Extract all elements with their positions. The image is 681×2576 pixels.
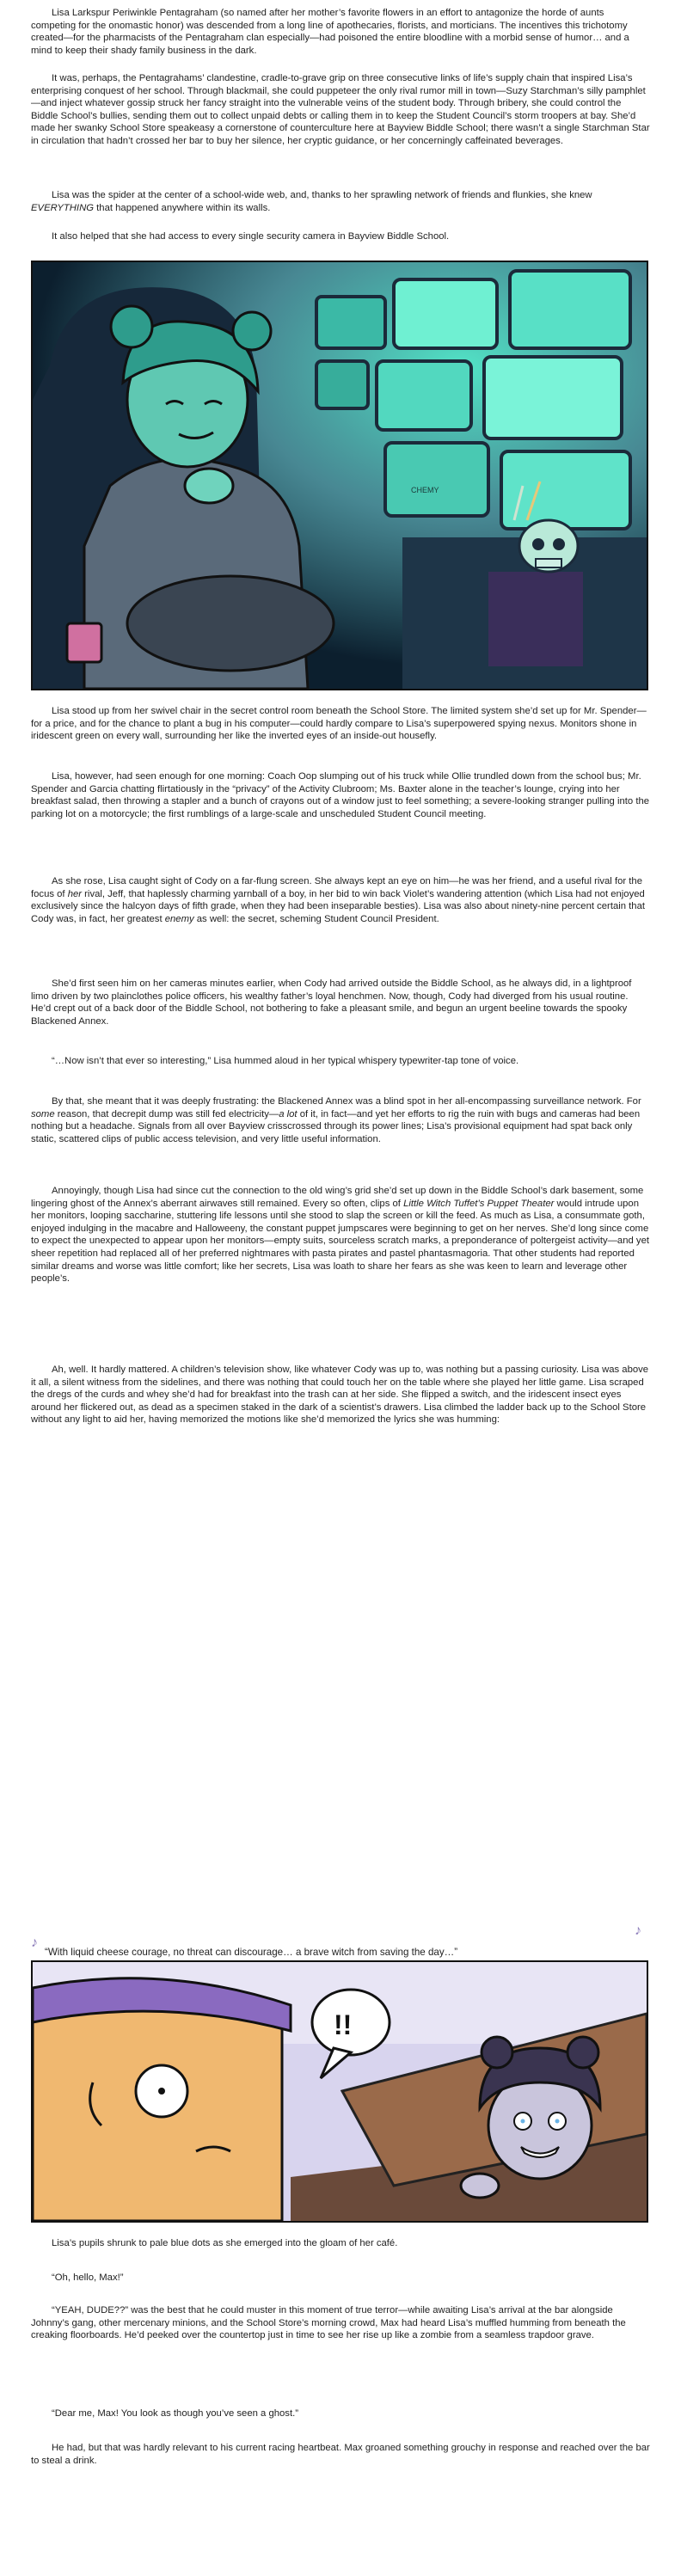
paragraph-15: “YEAH, DUDE??” was the best that he could muster in this moment of true terror—while awaiting Lisa’s arrival at the bar alongside Johnny’s gang, other mercenary minions, and the School Store’s morning crowd, Max had heard Lisa’s muffled humming from beneath the creaking floorboards. He’d peeked over the countertop just in time to see her rise up like a zombie from a seamless trapdoor grave. (31, 2305, 626, 2341)
paragraph-4: It also helped that she had access to every single security camera in Bayview Biddle School. (52, 231, 450, 242)
paragraph-10 (31, 1095, 650, 1145)
paragraph-16: “Dear me, Max! You look as though you’ve seen a ghost.” (52, 2408, 298, 2419)
paragraph-6: Lisa, however, had seen enough for one morning: Coach Oop slumping out of his truck while Ollie trundled down from the school bus; Mr. Spender and Garcia chatting flirtatiously in the “privacy” of the Activity Clubroom; Ms. Baxter alone in the teacher’s lounge, crying into her breakfast salad, then throwing a stapler and a bunch of crayons out of a window just to feel something; a severe-looking stranger pulling into the parking lot on a motorcycle; the first rumblings of a large-scale and unscheduled Student Council meeting. (31, 771, 650, 819)
paragraph-13: Lisa’s pupils shrunk to pale blue dots as she emerged into the gloam of her café. (52, 2238, 398, 2248)
music-note-icon-left: ♪ (31, 1935, 38, 1950)
illustration-max-startled (31, 1960, 648, 2223)
paragraph-11 (31, 1185, 650, 1285)
paragraph-7-text-a: As she rose, Lisa caught sight of Cody on a far-flung screen. She always kept an eye on him—he was her friend, and a useful rival for the focus of (31, 876, 642, 899)
paragraph-7-text-c: as well: the secret, scheming Student Council President. (193, 913, 439, 924)
paragraph-11-emphasis: Little Witch Tuffet’s Puppet Theater (403, 1198, 555, 1209)
song-lyric: “With liquid cheese courage, no threat can discourage… a brave witch from saving the day…” (45, 1946, 458, 1958)
paragraph-7-emphasis-1: her (67, 888, 83, 899)
paragraph-5: Lisa stood up from her swivel chair in the secret control room beneath the School Store. The limited system she’d set up for Mr. Spender—for a price, and for the chance to plant a bug in his computer—could hardly compare to Lisa’s superpowered spying nexus. Monitors shone in iridescent green on every wall, surrounding her like the inverted eyes of an inside-out housefly. (31, 706, 647, 742)
paragraph-3-emphasis: EVERYTHING (31, 202, 95, 213)
paragraph-2: It was, perhaps, the Pentagrahams’ clandestine, cradle-to-grave grip on three consecutive links of life’s supply chain that inspired Lisa’s enterprising conquest of her school. Through blackmail, she could puppeteer the only rival rumor mill in town—Suzy Starchman’s silly pamphlet—and inject whatever gossip struck her fancy straight into the vulnerable veins of the student body. Through bribery, she could control the Biddle School’s bullies, sending them out to collect unpaid debts or calling them in to keep the Student Council’s storm troopers at bay. She’d made her swanky School Store speakeasy a cornerstone of counterculture here at Bayview Biddle School; there wasn’t a single Starchman Star in circulation that hadn’t crossed her bar to buy her silence, her cryptic guidance, or her concerningly caffeinated beverages. (31, 73, 650, 146)
illustration-lisa-control-room (31, 261, 648, 690)
speech-bubble-text: !! (334, 2009, 353, 2040)
paragraph-12: Ah, well. It hardly mattered. A children’s television show, like whatever Cody was up to, was nothing but a passing curiosity. Lisa was above it all, a silent witness from the sidelines, and there was nothing that could touch her on the table where she played her little game. Lisa scraped the dregs of the curds and whey she’d had for breakfast into the trash can at her side. She flipped a switch, and the iridescent insect eyes around her flickered out, as dead as a specimen staked in the dark of a scientist’s drawers. Lisa climbed the ladder back up to the School Store without any light to aid her, having memorized the motions like she’d memorized the lyrics she was humming: (31, 1365, 649, 1426)
paragraph-3-text-b: that happened anywhere within its walls. (94, 202, 271, 213)
paragraph-10-text-a: By that, she meant that it was deeply frustrating: the Blackened Annex was a blind spot in her all-encompassing surveillance network. For (52, 1096, 641, 1107)
paragraph-17: He had, but that was hardly relevant to his current racing heartbeat. Max groaned something grouchy in response and reached over the bar to steal a drink. (31, 2443, 650, 2466)
music-note-icon-right: ♪ (635, 1923, 641, 1938)
paragraph-10-emphasis-2: a lot (279, 1108, 298, 1119)
paragraph-11-text-a: Annoyingly, though Lisa had since cut the connection to the old wing’s grid she’d set up down in the Biddle School’s dark basement, some lingering ghost of the Annex’s aberrant airwaves still remained. Every so often, clips of (31, 1186, 644, 1209)
paragraph-7-text-b: rival, Jeff, that haplessly charming yarnball of a boy, in her bid to win back Violet’s wandering attention (which Lisa had not enjoyed exclusively since the halcyon days of fifth grade, when they had been inseparable besties). Lisa was also about ninety-nine percent certain that Cody was, in fact, her greatest (31, 888, 646, 924)
paragraph-10-text-c: of it, in fact—and yet her efforts to rig the ruin with bugs and cameras had been nothing but a headache. Signals from all over Bayview crisscrossed through its power lines; Lisa’s provisional equipment had spat back only static, scattered clips of public access television, and very little useful information. (31, 1108, 641, 1144)
paragraph-7 (31, 875, 650, 925)
paragraph-1: Lisa Larkspur Periwinkle Pentagraham (so named after her mother’s favorite flowers in an effort to antagonize the horde of aunts competing for the onomastic honor) was descended from a long line of apothecaries, florists, and morticians. The incentives this trichotomy created—for the pharmacists of the Pentagraham clan especially—had poisoned the entire bloodline with a morbid sense of humor… and a mind to keep their shady family business in the dark. (31, 8, 629, 56)
illustration-lisa-control-room-art (33, 262, 647, 689)
paragraph-10-emphasis-1: some (31, 1108, 55, 1119)
monitor-label: CHEMY (411, 486, 439, 494)
paragraph-7-emphasis-2: enemy (164, 913, 194, 924)
paragraph-3 (31, 189, 650, 214)
paragraph-14: “Oh, hello, Max!” (52, 2272, 124, 2283)
paragraph-3-text-a: Lisa was the spider at the center of a school-wide web, and, thanks to her sprawling network of friends and flunkies, she knew (52, 190, 592, 200)
paragraph-11-text-b: would intrude upon her monitors, looping saccharine, stuttering life lessons until she stood to slap the screen or kill the feed. As much as Lisa, a consummate goth, enjoyed indulging in the macabre and Halloweeny, the constant puppet jumpscares were beginning to get on her nerves. She’d long since come to expect the unexpected to appear upon her monitors—empty suits, sourceless scratch marks, a preponderance of poltergeist activity—and yet sheer repetition had replaced all of her preferred nightmares with pasta pirates and pastel phantasmagoria. That other students had reported similar dreams and worse was little comfort; like her secrets, Lisa was loath to share her fears as she was keen to learn and leverage other people’s. (31, 1198, 649, 1285)
paragraph-9: “…Now isn’t that ever so interesting,” Lisa hummed aloud in her typical whispery typewriter-tap tone of voice. (52, 1056, 519, 1066)
paragraph-8: She’d first seen him on her cameras minutes earlier, when Cody had arrived outside the Biddle School, as he always did, in a lightproof limo driven by two plainclothes police officers, his wealthy father’s loyal henchmen. Now, though, Cody had diverged from his usual routine. He’d crept out of a back door of the Biddle School, not bothering to fake a pleasant smile, and begun an urgent beeline towards the spooky Blackened Annex. (31, 978, 632, 1027)
paragraph-10-text-b: reason, that decrepit dump was still fed electricity— (54, 1108, 279, 1119)
illustration-max-startled-art (33, 1962, 647, 2221)
